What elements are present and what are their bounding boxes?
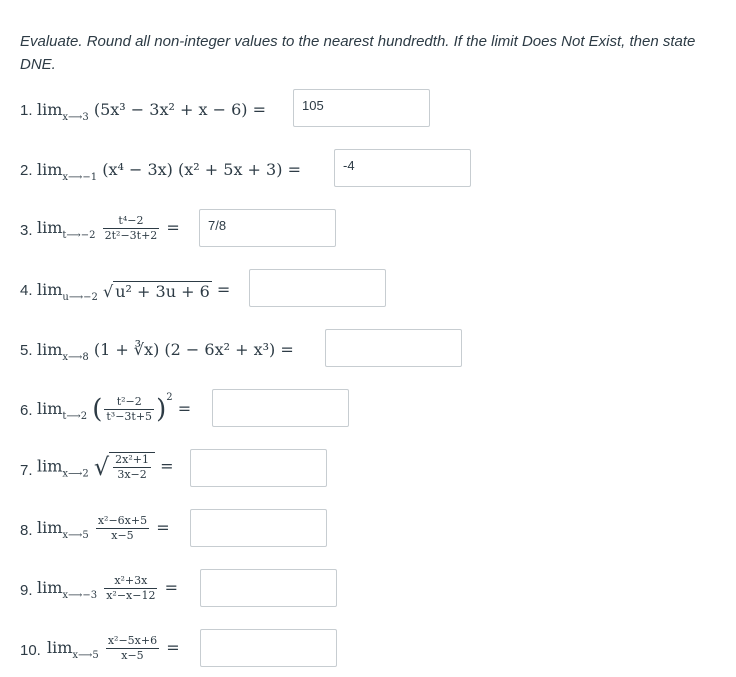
limit-expression: $\lim_{t⟶2}$ ( $\frac{\text{t²−2}}{\text{t³−3t+5}}$ )$^2$ = [37,392,192,425]
problem-number: 5. [20,342,33,359]
fraction: $\frac{\text{2x²+1}}{3x-2}$ [115,453,149,481]
answer-input[interactable] [190,449,327,487]
limit-expression: $\lim_{x⟶3} (5x^3 - 3x^2 + x - 6)$ = [37,100,266,123]
limit-expression: $\lim_{x⟶2}$ √ $\frac{\text{2x²+1}}{3x-2}$ = [37,453,174,481]
limit-expression: $\lim_{u⟶-2}$ √ u² + 3u + 6 = [37,280,231,303]
answer-input[interactable]: 7/8 [199,209,336,247]
problem-number: 7. [20,462,33,479]
answer-input[interactable] [325,329,462,367]
problem-number: 9. [20,582,33,599]
answer-input[interactable]: -4 [334,149,471,187]
answer-input[interactable] [200,569,337,607]
answer-input[interactable] [190,509,327,547]
fraction: $\frac{\text{x²−5x+6}}{x-5}$ [107,634,158,662]
fraction: $\frac{\text{t⁴−2}}{\text{2t²−3t+2}}$ [104,214,158,242]
problem-number: 2. [20,162,33,179]
answer-input[interactable] [200,629,337,667]
problem-number: 4. [20,282,33,299]
problem-number: 1. [20,102,33,119]
fraction: $\frac{\text{t²−2}}{\text{t³−3t+5}}$ [106,395,153,423]
limit-expression: $\lim_{x⟶5}$ $\frac{\text{x²−6x+5}}{x-5}$ = [37,514,170,542]
limit-expression: $\lim_{x⟶-1} (x^4 - 3x) (x^2 + 5x + 3)$ = [37,160,301,183]
answer-input[interactable]: 105 [293,89,430,127]
answer-input[interactable] [249,269,386,307]
problem-number: 6. [20,402,33,419]
fraction: $\frac{\text{x²+3x}}{\text{x²−x−12}}$ [106,574,156,602]
square-root: √ $\frac{\text{2x²+1}}{3x-2}$ [94,452,155,482]
limit-expression: $\lim_{t⟶-2}$ $\frac{\text{t⁴−2}}{\text{2t²−3t+2}}$ = [37,214,180,242]
limit-expression: $\lim_{x⟶5}$ $\frac{\text{x²−5x+6}}{x-5}$ = [47,634,180,662]
instructions-text: Evaluate. Round all non-integer values to the nearest hundredth. If the limit Does Not Exist, then state DNE. [20,33,696,73]
limit-expression: $\lim_{x⟶8} (1$ + ∛x) (2 − 6x² + x³) = [37,340,294,363]
problem-number: 10. [20,642,41,659]
problem-number: 8. [20,522,33,539]
problem-number: 3. [20,222,33,239]
fraction: $\frac{\text{x²−6x+5}}{x-5}$ [97,514,148,542]
limit-expression: $\lim_{x⟶-3}$ $\frac{\text{x²+3x}}{\text{x²−x−12}}$ = [37,574,178,602]
square-root: √ u² + 3u + 6 [103,281,210,301]
answer-input[interactable] [212,389,349,427]
